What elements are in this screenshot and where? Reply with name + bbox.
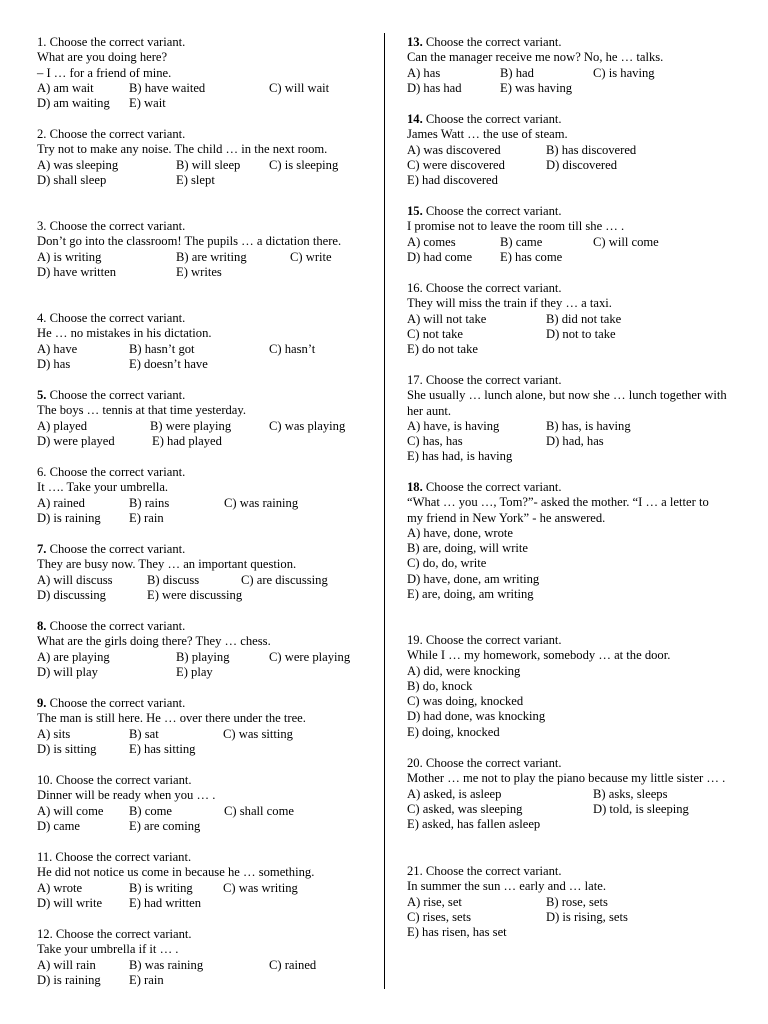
answer-option[interactable]: E) writes <box>176 264 222 279</box>
question-number: 21. <box>407 864 423 878</box>
question-instruction <box>407 633 727 648</box>
instruction-text: Choose the correct variant. <box>46 127 186 141</box>
question-number: 15. <box>407 204 423 218</box>
answer-option[interactable]: B) discuss <box>147 572 200 587</box>
options-row <box>407 81 727 96</box>
question-block <box>37 773 373 834</box>
answer-option[interactable]: C) was raining <box>224 495 299 510</box>
question-number: 9. <box>37 696 47 710</box>
instruction-text: Choose the correct variant. <box>52 927 192 941</box>
answer-option[interactable]: D) had done, was knocking <box>407 709 546 724</box>
options-row <box>407 526 727 541</box>
question-number: 16. <box>407 281 423 295</box>
question-block <box>407 204 727 265</box>
options-row <box>407 925 727 940</box>
answer-option[interactable]: B) asks, sleeps <box>593 786 668 801</box>
question-stem: The boys … tennis at that time yesterday. <box>37 403 247 418</box>
question-block <box>37 542 373 603</box>
question-stem: Mother … me not to play the piano because my little sister … . <box>407 771 726 786</box>
answer-option[interactable]: A) are playing <box>37 649 110 664</box>
instruction-text: Choose the correct variant. <box>422 281 562 295</box>
options-row <box>37 434 373 449</box>
question-stem: “What … you …, Tom?”- asked the mother. “I … a letter to my friend in New York” - he answered. <box>407 495 709 525</box>
answer-option[interactable]: B) have waited <box>129 80 206 95</box>
answer-option[interactable]: E) rain <box>129 972 164 987</box>
answer-option[interactable]: A) asked, is asleep <box>407 786 502 801</box>
answer-option[interactable]: E) has come <box>500 249 563 264</box>
answer-option[interactable]: B) came <box>500 234 543 249</box>
question-instruction <box>407 281 727 296</box>
instruction-text: Choose the correct variant. <box>46 35 186 49</box>
answer-option[interactable]: E) rain <box>129 510 164 525</box>
answer-option[interactable]: B) were playing <box>150 418 232 433</box>
answer-option[interactable]: D) told, is sleeping <box>593 801 689 816</box>
answer-option[interactable]: B) sat <box>129 726 159 741</box>
answer-option[interactable]: A) will rain <box>37 957 96 972</box>
answer-option[interactable]: E) has sitting <box>129 741 196 756</box>
answer-option[interactable]: B) playing <box>176 649 230 664</box>
answer-option[interactable]: E) doing, knocked <box>407 724 500 739</box>
answer-option[interactable]: D) will write <box>37 895 103 910</box>
question-instruction <box>37 311 373 326</box>
question-number: 19. <box>407 633 423 647</box>
question-number: 6. <box>37 465 47 479</box>
options-row <box>37 419 373 434</box>
question-stem: What are the girls doing there? They … chess. <box>37 634 271 649</box>
options-row <box>37 665 373 680</box>
answer-option[interactable]: A) will not take <box>407 311 487 326</box>
answer-option[interactable]: B) do, knock <box>407 678 473 693</box>
options-row <box>407 342 727 357</box>
options-row <box>407 66 727 81</box>
answer-option[interactable]: C) is sleeping <box>269 157 339 172</box>
question-instruction <box>407 112 727 127</box>
options-row <box>37 973 373 988</box>
options-row <box>407 817 727 832</box>
question-number: 17. <box>407 373 423 387</box>
answer-option[interactable]: D) have written <box>37 264 117 279</box>
options-row <box>407 572 727 587</box>
answer-option[interactable]: C) were discovered <box>407 157 505 172</box>
instruction-text: Choose the correct variant. <box>52 850 192 864</box>
answer-option[interactable]: C) rained <box>269 957 317 972</box>
instruction-text: Choose the correct variant. <box>46 219 186 233</box>
question-stem: – I … for a friend of mine. <box>37 65 172 80</box>
question-stem: Take your umbrella if it … . <box>37 942 179 957</box>
answer-option[interactable]: A) did, were knocking <box>407 663 521 678</box>
answer-option[interactable]: D) not to take <box>546 326 616 341</box>
answer-option[interactable]: D) has <box>37 356 71 371</box>
answer-option[interactable]: C) was playing <box>269 418 346 433</box>
question-instruction <box>37 850 373 865</box>
answer-option[interactable]: E) has had, is having <box>407 449 513 464</box>
answer-option[interactable]: D) is raining <box>37 510 101 525</box>
options-row <box>407 709 727 724</box>
question-stem: Try not to make any noise. The child … in the next room. <box>37 142 328 157</box>
question-stem: Don’t go into the classroom! The pupils … a dictation there. <box>37 234 342 249</box>
answer-option[interactable]: B) hasn’t got <box>129 341 195 356</box>
question-block <box>407 112 727 188</box>
answer-option[interactable]: A) was sleeping <box>37 157 119 172</box>
options-row <box>407 787 727 802</box>
question-instruction <box>37 927 373 942</box>
instruction-text: Choose the correct variant. <box>422 35 562 49</box>
options-row <box>407 143 727 158</box>
answer-option[interactable]: A) will discuss <box>37 572 113 587</box>
question-block <box>37 850 373 911</box>
options-row <box>37 342 373 357</box>
options-row <box>37 81 373 96</box>
question-instruction <box>407 756 727 771</box>
answer-option[interactable]: C) was writing <box>223 880 298 895</box>
options-row <box>407 802 727 817</box>
answer-option[interactable]: D) shall sleep <box>37 172 107 187</box>
answer-option[interactable]: D) came <box>37 818 81 833</box>
answer-option[interactable]: D) is raining <box>37 972 101 987</box>
question-instruction <box>37 127 373 142</box>
question-instruction <box>407 864 727 879</box>
answer-option[interactable]: A) was discovered <box>407 142 501 157</box>
answer-option[interactable]: C) has, has <box>407 434 463 449</box>
options-row <box>37 511 373 526</box>
options-row <box>37 819 373 834</box>
question-stem: I promise not to leave the room till she … . <box>407 219 625 234</box>
answer-option[interactable]: A) have, is having <box>407 418 500 433</box>
answer-option[interactable]: D) has had <box>407 80 462 95</box>
question-instruction <box>407 373 727 388</box>
answer-option[interactable]: B) has discovered <box>546 142 637 157</box>
column-divider <box>384 33 385 989</box>
options-row <box>407 449 727 464</box>
question-block <box>37 696 373 757</box>
question-number: 1. <box>37 35 47 49</box>
answer-option[interactable]: E) do not take <box>407 342 478 357</box>
question-stem: In summer the sun … early and … late. <box>407 879 606 894</box>
answer-option[interactable]: E) was having <box>500 80 573 95</box>
answer-option[interactable]: A) have <box>37 341 78 356</box>
answer-option[interactable]: C) will wait <box>269 80 330 95</box>
question-instruction <box>407 204 727 219</box>
answer-option[interactable]: C) will come <box>593 234 659 249</box>
answer-option[interactable]: C) rises, sets <box>407 909 472 924</box>
question-number: 20. <box>407 756 423 770</box>
options-row <box>37 573 373 588</box>
options-row <box>37 742 373 757</box>
answer-option[interactable]: B) was raining <box>129 957 204 972</box>
question-block <box>407 864 727 940</box>
question-stem: What are you doing here? <box>37 50 168 65</box>
answer-option[interactable]: B) are, doing, will write <box>407 541 529 556</box>
instruction-text: Choose the correct variant. <box>46 696 186 710</box>
question-block <box>407 480 727 602</box>
options-row <box>407 434 727 449</box>
options-row <box>37 727 373 742</box>
question-number: 13. <box>407 35 423 49</box>
options-row <box>407 158 727 173</box>
answer-option[interactable]: C) were playing <box>269 649 351 664</box>
instruction-text: Choose the correct variant. <box>422 480 562 494</box>
answer-option[interactable]: E) are coming <box>129 818 201 833</box>
options-row <box>37 881 373 896</box>
options-row <box>407 895 727 910</box>
answer-option[interactable]: B) are writing <box>176 249 247 264</box>
question-block <box>37 619 373 680</box>
options-row <box>37 96 373 111</box>
answer-option[interactable]: A) wrote <box>37 880 83 895</box>
answer-option[interactable]: B) has, is having <box>546 418 631 433</box>
question-instruction <box>37 619 373 634</box>
instruction-text: Choose the correct variant. <box>52 773 192 787</box>
answer-option[interactable]: B) will sleep <box>176 157 241 172</box>
question-instruction <box>37 35 373 50</box>
options-row <box>407 556 727 571</box>
options-row <box>37 250 373 265</box>
answer-option[interactable]: D) will play <box>37 664 98 679</box>
instruction-text: Choose the correct variant. <box>46 542 186 556</box>
answer-option[interactable]: A) rained <box>37 495 85 510</box>
answer-option[interactable]: C) was sitting <box>223 726 293 741</box>
question-stem: They are busy now. They … an important question. <box>37 557 297 572</box>
question-instruction <box>407 480 727 495</box>
options-row <box>407 725 727 740</box>
question-stem: They will miss the train if they … a taxi. <box>407 296 612 311</box>
options-row <box>407 679 727 694</box>
answer-option[interactable]: A) sits <box>37 726 71 741</box>
question-block <box>37 311 373 372</box>
question-number: 5. <box>37 388 47 402</box>
question-block <box>407 756 727 832</box>
answer-option[interactable]: A) will come <box>37 803 104 818</box>
answer-option[interactable]: E) slept <box>176 172 215 187</box>
answer-option[interactable]: A) is writing <box>37 249 102 264</box>
options-row <box>407 910 727 925</box>
instruction-text: Choose the correct variant. <box>422 864 562 878</box>
options-row <box>407 235 727 250</box>
question-block <box>37 35 373 111</box>
answer-option[interactable]: D) discussing <box>37 587 106 602</box>
question-block <box>37 388 373 449</box>
answer-option[interactable]: D) is sitting <box>37 741 97 756</box>
options-row <box>37 804 373 819</box>
question-block <box>407 633 727 740</box>
answer-option[interactable]: C) asked, was sleeping <box>407 801 523 816</box>
answer-option[interactable]: A) has <box>407 65 441 80</box>
question-block <box>407 281 727 357</box>
question-stem: It …. Take your umbrella. <box>37 480 169 495</box>
question-number: 2. <box>37 127 47 141</box>
options-row <box>407 327 727 342</box>
instruction-text: Choose the correct variant. <box>46 465 186 479</box>
answer-option[interactable]: B) rains <box>129 495 170 510</box>
question-stem: He … no mistakes in his dictation. <box>37 326 212 341</box>
answer-option[interactable]: C) is having <box>593 65 655 80</box>
options-row <box>407 419 727 434</box>
answer-option[interactable]: C) not take <box>407 326 463 341</box>
question-block <box>37 127 373 188</box>
instruction-text: Choose the correct variant. <box>46 311 186 325</box>
options-row <box>407 694 727 709</box>
answer-option[interactable]: C) write <box>290 249 332 264</box>
question-number: 7. <box>37 542 47 556</box>
answer-option[interactable]: C) shall come <box>224 803 294 818</box>
instruction-text: Choose the correct variant. <box>422 633 562 647</box>
question-number: 8. <box>37 619 47 633</box>
answer-option[interactable]: E) had played <box>152 433 222 448</box>
question-stem: Dinner will be ready when you … . <box>37 788 216 803</box>
question-number: 11. <box>37 850 53 864</box>
answer-option[interactable]: C) was doing, knocked <box>407 694 524 709</box>
instruction-text: Choose the correct variant. <box>422 204 562 218</box>
answer-option[interactable]: D) am waiting <box>37 96 110 111</box>
answer-option[interactable]: B) did not take <box>546 311 622 326</box>
answer-option[interactable]: E) asked, has fallen asleep <box>407 817 541 832</box>
question-instruction <box>37 465 373 480</box>
options-row <box>37 173 373 188</box>
answer-option[interactable]: E) had discovered <box>407 173 498 188</box>
question-number: 14. <box>407 112 423 126</box>
question-instruction <box>37 773 373 788</box>
answer-option[interactable]: D) had, has <box>546 434 604 449</box>
answer-option[interactable]: A) have, done, wrote <box>407 525 513 540</box>
answer-option[interactable]: B) had <box>500 65 534 80</box>
answer-option[interactable]: B) rose, sets <box>546 894 608 909</box>
answer-option[interactable]: E) were discussing <box>147 587 243 602</box>
options-row <box>37 158 373 173</box>
options-row <box>37 958 373 973</box>
options-row <box>407 541 727 556</box>
instruction-text: Choose the correct variant. <box>46 619 186 633</box>
options-row <box>407 664 727 679</box>
options-row <box>37 357 373 372</box>
question-instruction <box>37 542 373 557</box>
answer-option[interactable]: B) come <box>129 803 173 818</box>
answer-option[interactable]: C) hasn’t <box>269 341 316 356</box>
options-row <box>37 896 373 911</box>
question-instruction <box>37 219 373 234</box>
answer-option[interactable]: A) comes <box>407 234 456 249</box>
answer-option[interactable]: D) discovered <box>546 157 617 172</box>
question-block <box>37 927 373 988</box>
answer-option[interactable]: A) am wait <box>37 80 94 95</box>
answer-option[interactable]: E) are, doing, am writing <box>407 587 534 602</box>
question-number: 18. <box>407 480 423 494</box>
answer-option[interactable]: A) rise, set <box>407 894 462 909</box>
answer-option[interactable]: C) are discussing <box>241 572 328 587</box>
question-number: 10. <box>37 773 53 787</box>
options-row <box>407 312 727 327</box>
answer-option[interactable]: E) had written <box>129 895 202 910</box>
answer-option[interactable]: E) has risen, has set <box>407 925 507 940</box>
options-row <box>407 173 727 188</box>
options-row <box>407 587 727 602</box>
options-row <box>37 588 373 603</box>
answer-option[interactable]: B) is writing <box>129 880 193 895</box>
answer-option[interactable]: D) were played <box>37 433 115 448</box>
question-stem: The man is still here. He … over there under the tree. <box>37 711 306 726</box>
answer-option[interactable]: D) had come <box>407 249 473 264</box>
options-row <box>37 265 373 280</box>
question-stem: James Watt … the use of steam. <box>407 127 568 142</box>
answer-option[interactable]: C) do, do, write <box>407 556 487 571</box>
answer-option[interactable]: A) played <box>37 418 88 433</box>
question-instruction <box>407 35 727 50</box>
question-block <box>37 219 373 280</box>
answer-option[interactable]: E) wait <box>129 96 166 111</box>
instruction-text: Choose the correct variant. <box>46 388 186 402</box>
question-stem: He did not notice us come in because he … something. <box>37 865 315 880</box>
answer-option[interactable]: D) have, done, am writing <box>407 571 540 586</box>
question-stem: She usually … lunch alone, but now she … lunch together with her aunt. <box>407 388 727 418</box>
question-number: 12. <box>37 927 53 941</box>
instruction-text: Choose the correct variant. <box>422 373 562 387</box>
question-block <box>407 373 727 465</box>
question-block <box>37 465 373 526</box>
options-row <box>407 250 727 265</box>
instruction-text: Choose the correct variant. <box>422 112 562 126</box>
question-instruction <box>37 696 373 711</box>
options-row <box>37 650 373 665</box>
question-block <box>407 35 727 96</box>
question-instruction <box>37 388 373 403</box>
question-number: 4. <box>37 311 47 325</box>
options-row <box>37 496 373 511</box>
instruction-text: Choose the correct variant. <box>422 756 562 770</box>
question-stem: While I … my homework, somebody … at the door. <box>407 648 671 663</box>
question-number: 3. <box>37 219 47 233</box>
answer-option[interactable]: D) is rising, sets <box>546 909 628 924</box>
answer-option[interactable]: E) play <box>176 664 213 679</box>
answer-option[interactable]: E) doesn’t have <box>129 356 208 371</box>
question-stem: Can the manager receive me now? No, he … talks. <box>407 50 664 65</box>
